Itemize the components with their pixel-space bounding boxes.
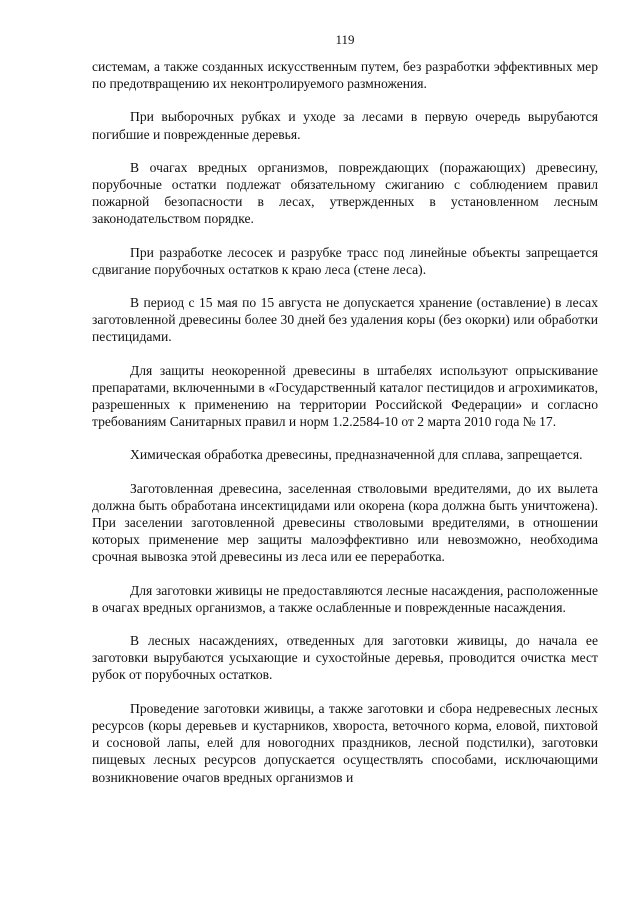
paragraph-residue-burning: В очагах вредных организмов, повреждающих (поражающих) древесину, порубочные остатки подлежат обязательному сжиганию с соблюдением правил пожарной безопасности в лесах, утвержденных в установленном лесным законодательством порядке. xyxy=(92,159,598,227)
paragraph-residue-shifting: При разработке лесосек и разрубке трасс под линейные объекты запрещается сдвигание порубочных остатков к краю леса (стене леса). xyxy=(92,244,598,277)
paragraph-pesticide-spraying: Для защиты неокоренной древесины в штабелях используют опрыскивание препаратами, включенными в «Государственный каталог пестицидов и агрохимикатов, разрешенных к применению на территории Российской Федерации» и согласно требованиям Санитарных правил и норм 1.2.2584-10 от 2 марта 2010 года № 17. xyxy=(92,362,598,430)
paragraph-resin-preparation: В лесных насаждениях, отведенных для заготовки живицы, до начала ее заготовки вырубаются усыхающие и сухостойные деревья, проводится очистка мест рубок от порубочных остатков. xyxy=(92,633,598,683)
paragraph-non-timber-resources: Проведение заготовки живицы, а также заготовки и сбора недревесных лесных ресурсов (коры деревьев и кустарников, хвороста, веточного корма, еловой, пихтовой и сосновой лапы, елей для новогодних праздников, лесной подстилки), заготовки пищевых лесных ресурсов допускается осуществлять способами, исключающими возникновение очагов вредных организмов и xyxy=(92,700,598,785)
paragraph-resin-exclusion: Для заготовки живицы не предоставляются лесные насаждения, расположенные в очагах вредных организмов, а также ослабленные и поврежденные насаждения. xyxy=(92,582,598,615)
paragraph-infested-wood: Заготовленная древесина, заселенная стволовыми вредителями, до их вылета должна быть обработана инсектицидами или окорена (кора должна быть уничтожена). При заселении заготовленной древесины стволовыми вредителями, в отношении которых применение мер защиты малоэффективно или невозможно, необходима срочная вывозка этой древесины из леса или ее переработка. xyxy=(92,480,598,565)
paragraph-rafting-ban: Химическая обработка древесины, предназначенной для сплава, запрещается. xyxy=(130,447,583,463)
paragraph-storage-period: В период с 15 мая по 15 августа не допускается хранение (оставление) в лесах заготовленной древесины более 30 дней без удаления коры (без окорки) или обработки пестицидами. xyxy=(92,295,598,345)
document-page xyxy=(92,32,598,802)
page-number: 119 xyxy=(335,32,355,47)
paragraph-selective-cutting: При выборочных рубках и уходе за лесами в первую очередь вырубаются погибшие и поврежденные деревья. xyxy=(92,109,598,142)
paragraph-continuation: системам, а также созданных искусственным путем, без разработки эффективных мер по предотвращению их неконтролируемого размножения. xyxy=(92,59,598,92)
